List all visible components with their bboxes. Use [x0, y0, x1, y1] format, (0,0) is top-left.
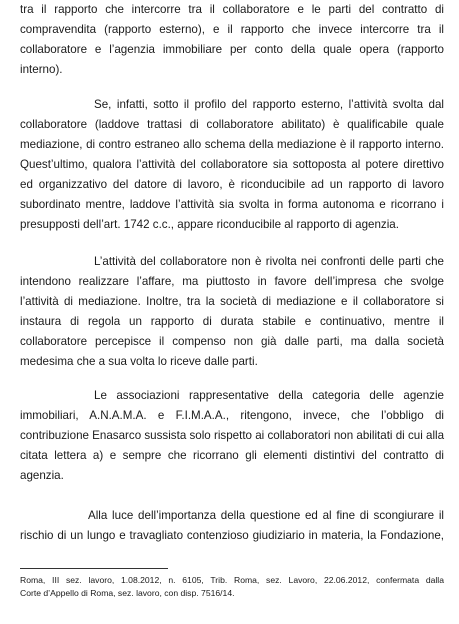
text-line: Se, infatti, sotto il profilo del rapporto esterno, l’attività svolta dal [94, 98, 444, 111]
text-line: collaboratore e l’agenzia immobiliare per conto della quale opera (rapporto [20, 43, 444, 56]
text-line: rischio di un lungo e travagliato contenzioso giudiziario in materia, la Fondazione, [20, 529, 444, 542]
paragraph-2 [20, 95, 444, 235]
text-line: Le associazioni rappresentative della categoria delle agenzie [94, 389, 444, 402]
text-line: interno). [20, 63, 63, 76]
text-line: instaura di regola un rapporto di durata stabile e continuativo, mentre il [20, 315, 444, 328]
text-line: mediazione, di contro estraneo allo schema della mediazione è il rapporto interno. [20, 138, 444, 151]
text-line: collaboratore (laddove trattasi di collaboratore abilitato) è qualificabile quale [20, 118, 444, 131]
text-line: presupposti dell’art. 1742 c.c., appare riconducibile al rapporto di agenzia. [20, 218, 399, 231]
footnote [20, 574, 444, 600]
text-line: contribuzione Enasarco sussista solo rispetto ai collaboratori non abilitati di cui alla [20, 429, 445, 442]
footnote-line: Roma, III sez. lavoro, 1.08.2012, n. 6105, Trib. Roma, sez. Lavoro, 22.06.2012, confermata dalla [20, 575, 444, 585]
text-line: Alla luce dell’importanza della questione ed al fine di scongiurare il [88, 509, 444, 522]
text-line: collaboratore percepisce il compenso non già dalle parti, ma dalla società [20, 335, 444, 348]
paragraph-4 [20, 386, 444, 486]
text-line: subordinato mentre, laddove l’attività sia svolta in forma autonoma e ricorrano i [20, 198, 444, 211]
text-line: L’attività del collaboratore non è rivolta nei confronti delle parti che [94, 255, 444, 268]
text-line: l’attività di mediazione. Inoltre, tra la società di mediazione e il collaboratore si [20, 295, 444, 308]
text-line: medesima che a sua volta lo riceve dalle parti. [20, 355, 258, 368]
text-line: citata lettera a) e sempre che ricorrano gli elementi distintivi del contratto di [20, 449, 444, 462]
footnote-line: Corte d’Appello di Roma, sez. lavoro, con disp. 7516/14. [20, 588, 235, 598]
text-line: Quest’ultimo, qualora l’attività del collaboratore sia sottoposta al potere direttivo [20, 158, 444, 171]
text-line: ed organizzativo del datore di lavoro, è riconducibile ad un rapporto di lavoro [20, 178, 444, 191]
text-line: compravendita (rapporto esterno), e il rapporto che invece intercorre tra il [20, 23, 444, 36]
text-line: immobiliari, A.N.A.M.A. e F.I.M.A.A., ritengono, invece, che l’obbligo di [20, 409, 444, 422]
footnote-separator [20, 568, 168, 569]
paragraph-5 [20, 506, 444, 546]
text-line: tra il rapporto che intercorre tra il collaboratore e le parti del contratto di [20, 3, 444, 16]
paragraph-1 [20, 0, 444, 80]
paragraph-3 [20, 252, 444, 372]
text-line: intendono realizzare l’affare, ma piuttosto in favore dell’impresa che svolge [20, 275, 444, 288]
text-line: agenzia. [20, 469, 64, 482]
